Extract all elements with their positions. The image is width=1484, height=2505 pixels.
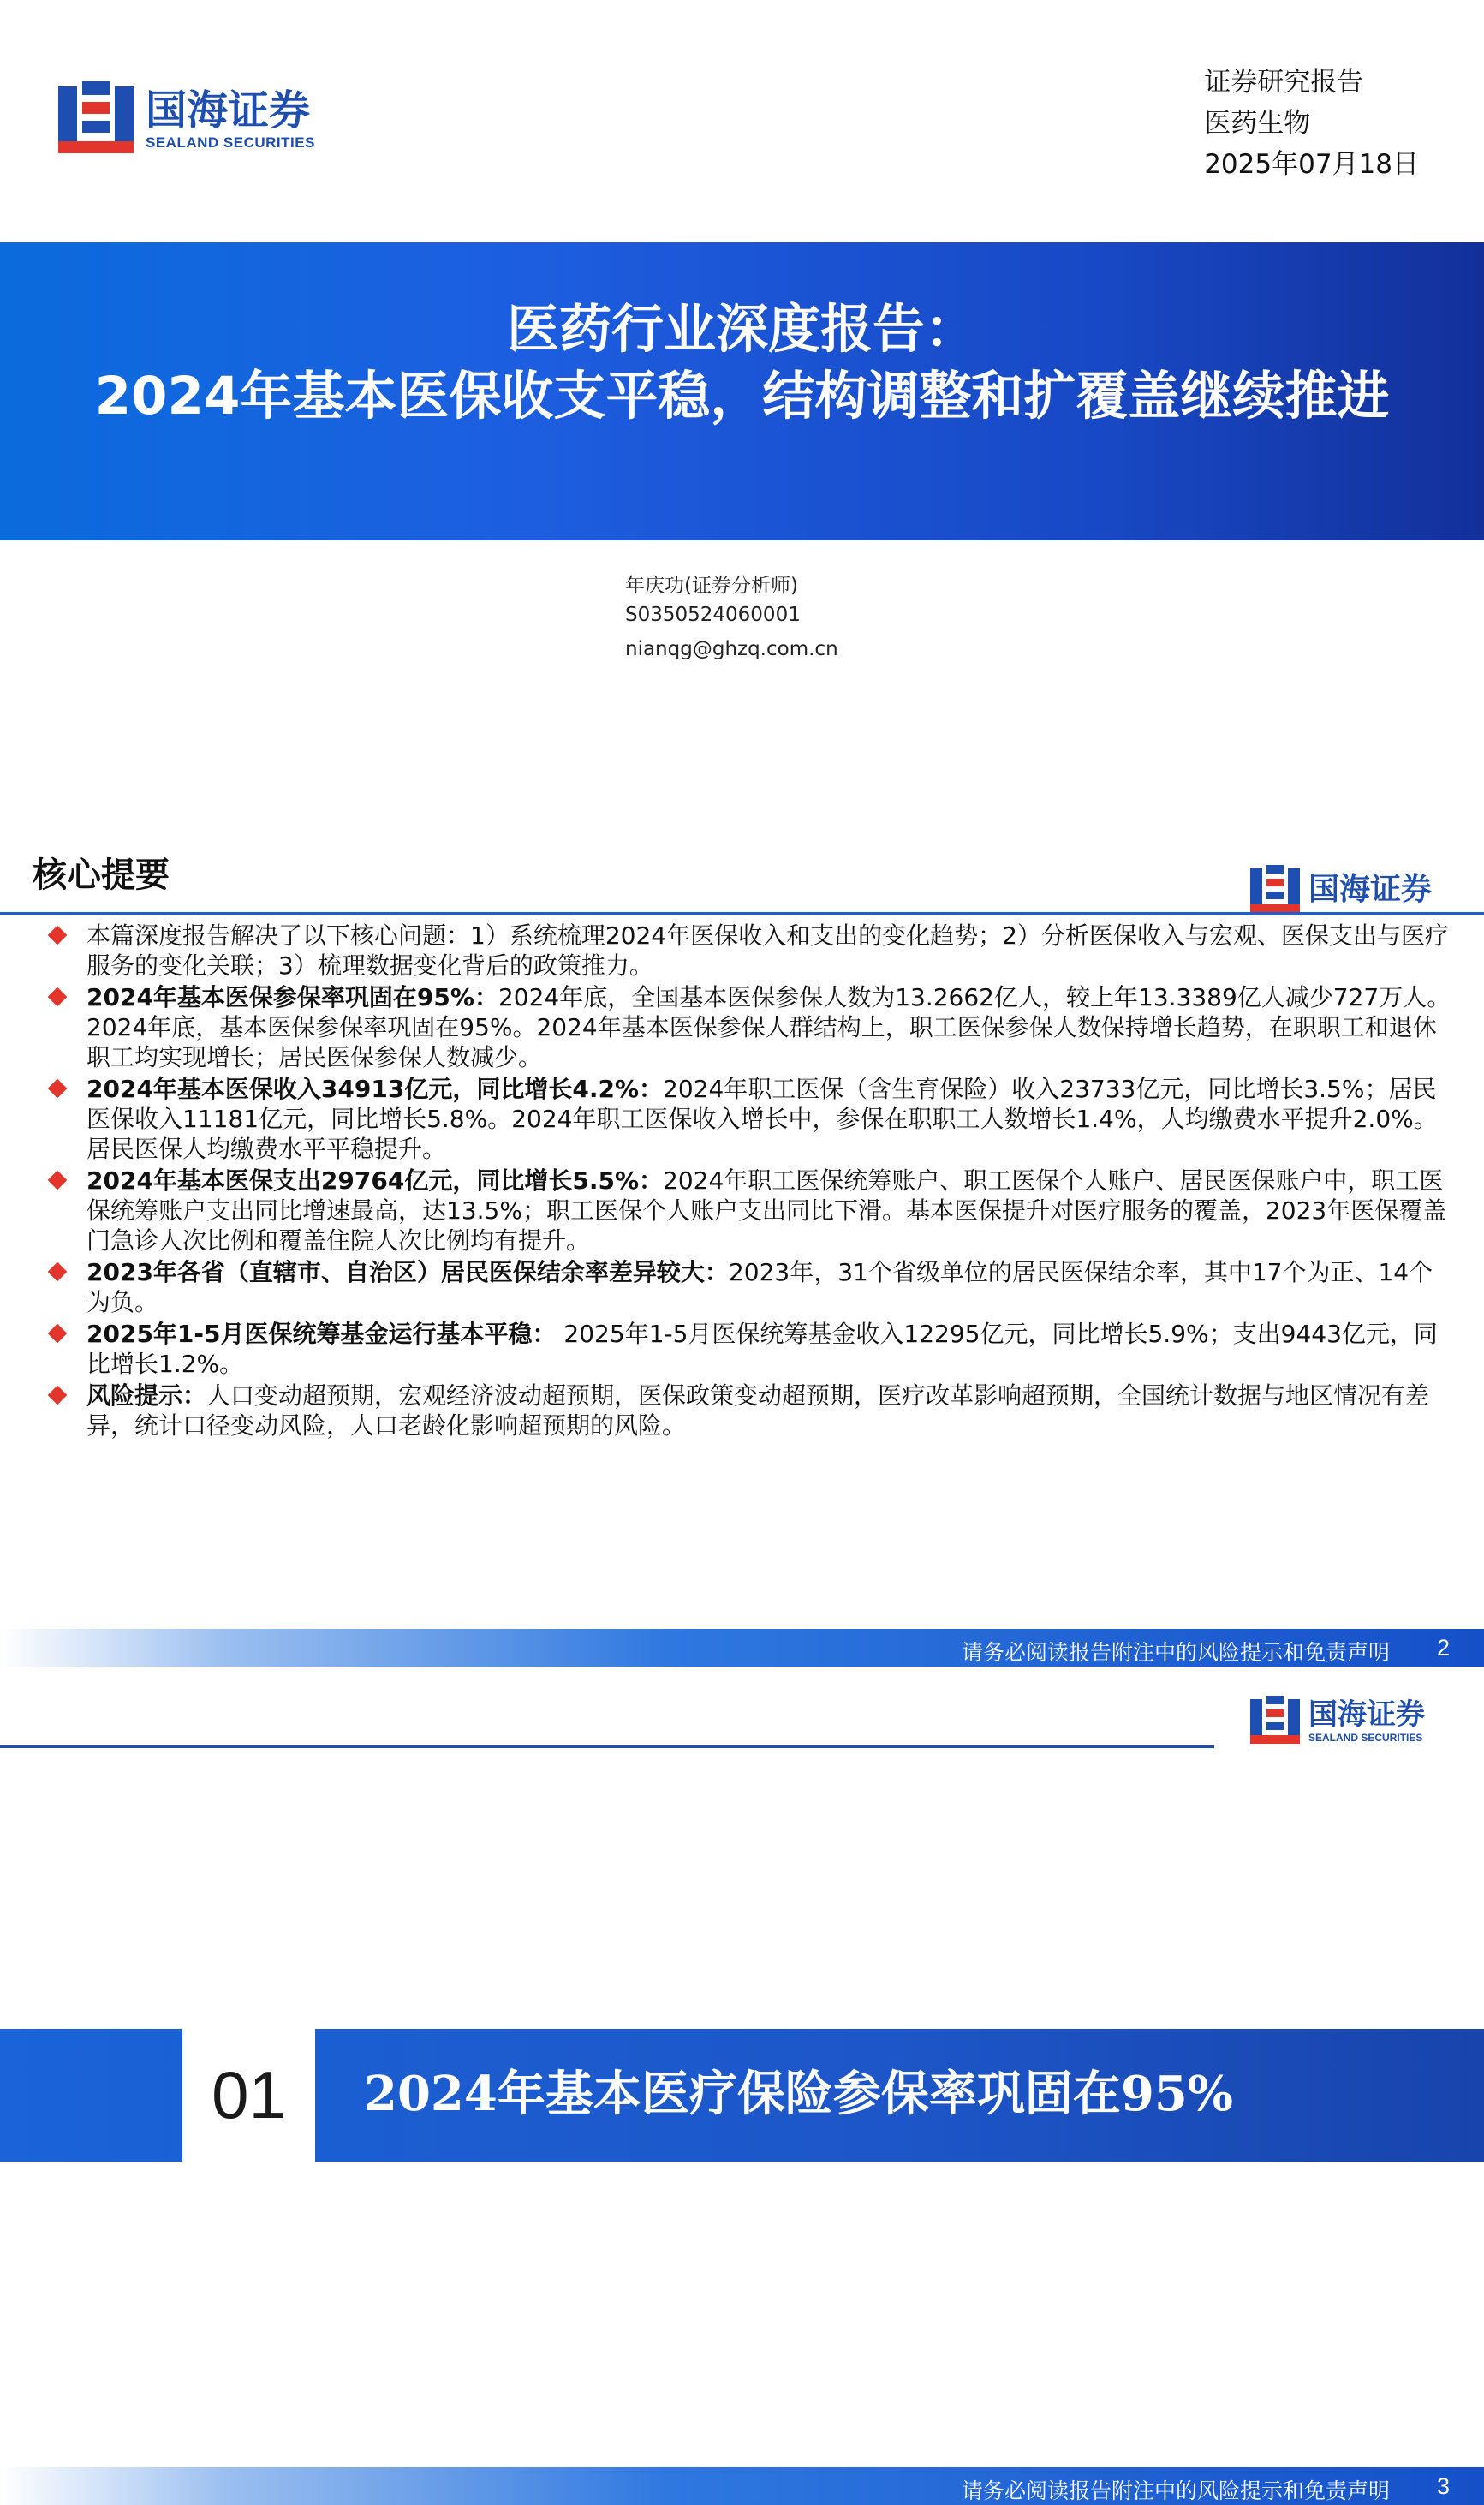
author-email[interactable]: nianqg@ghzq.com.cn (625, 638, 838, 660)
brand-name-en-page3: SEALAND SECURITIES (1308, 1732, 1423, 1744)
report-title-line2: 2024年基本医保收支平稳，结构调整和扩覆盖继续推进 (94, 366, 1390, 426)
summary-bullet: 风险提示：人口变动超预期，宏观经济波动超预期，医保政策变动超预期，医疗改革影响超预期，全国统计数据与地区情况有差异，统计口径变动风险，人口老龄化影响超预期的风险。 (47, 1381, 1451, 1440)
brand-logo-icon (58, 81, 134, 157)
chapter-title: 2024年基本医疗保险参保率巩固在95% (364, 2066, 1233, 2122)
page-number: 2 (1436, 1635, 1450, 1661)
summary-bullet: 2024年基本医保参保率巩固在95%：2024年底，全国基本医保参保人数为13.2662亿人，较上年13.3389亿人减少727万人。2024年底，基本医保参保率巩固在95%。2024年基本医保参保人群结构上，职工医保参保人数保持增长趋势，在职职工和退休职工均实现增长；居民医保参保人数减少。 (47, 982, 1451, 1072)
footer-disclaimer: 请务必阅读报告附注中的风险提示和免责声明 (961, 2478, 1390, 2503)
brand-logo-page3-icon (1250, 1696, 1300, 1745)
author-name: 年庆功(证券分析师) (625, 575, 798, 597)
report-meta (1204, 62, 1419, 185)
brand-name-cn-small: 国海证券 (1308, 872, 1433, 907)
report-title-line1: 医药行业深度报告： (506, 299, 977, 360)
diamond-bullet-icon (48, 987, 68, 1007)
brand-name-en: SEALAND SECURITIES (146, 134, 315, 151)
diamond-bullet-icon (48, 1324, 68, 1344)
summary-bullet: 本篇深度报告解决了以下核心问题：1）系统梳理2024年医保收入和支出的变化趋势；2）分析医保收入与宏观、医保支出与医疗服务的变化关联；3）梳理数据变化背后的政策推力。 (47, 921, 1451, 981)
brand-logo-small (1250, 865, 1432, 915)
diamond-bullet-icon (48, 1171, 68, 1190)
chapter-number: 01 (212, 2057, 286, 2132)
brand-logo (58, 81, 315, 157)
summary-bullet: 2023年各省（直辖市、自治区）居民医保结余率差异较大：2023年，31个省级单位的居民医保结余率，其中17个为正、14个为负。 (47, 1257, 1451, 1317)
report-date: 2025年07月18日 (1204, 149, 1419, 180)
report-industry: 医药生物 (1204, 108, 1311, 139)
summary-bullet: 2024年基本医保支出29764亿元，同比增长5.5%：2024年职工医保统筹账户、职工医保个人账户、居民医保账户中，职工医保统筹账户支出同比增速最高，达13.5%；职工医保个人账户支出同比下滑。基本医保提升对医疗服务的覆盖，2023年医保覆盖门急诊人次比例和覆盖住院人次比例均有提升。 (47, 1166, 1451, 1255)
brand-name-cn: 国海证券 (146, 86, 311, 134)
footer-disclaimer: 请务必阅读报告附注中的风险提示和免责声明 (961, 1640, 1390, 1665)
author-license: S0350524060001 (625, 604, 801, 626)
diamond-bullet-icon (48, 926, 68, 945)
summary-divider (0, 912, 1484, 915)
brand-logo-page3 (1250, 1696, 1425, 1745)
brand-name-cn-page3: 国海证券 (1308, 1697, 1425, 1732)
page-number: 3 (1436, 2473, 1450, 2499)
summary-bullet: 2025年1-5月医保统筹基金运行基本平稳： 2025年1-5月医保统筹基金收入12295亿元，同比增长5.9%；支出9443亿元，同比增长1.2%。 (47, 1319, 1451, 1379)
brand-logo-small-icon (1250, 865, 1300, 915)
summary-heading: 核心提要 (33, 856, 170, 895)
diamond-bullet-icon (48, 1386, 68, 1405)
summary-bullets (47, 921, 1451, 1442)
report-type: 证券研究报告 (1204, 67, 1364, 98)
diamond-bullet-icon (48, 1079, 68, 1099)
diamond-bullet-icon (48, 1262, 68, 1282)
summary-bullet: 2024年基本医保收入34913亿元，同比增长4.2%：2024年职工医保（含生育保险）收入23733亿元，同比增长3.5%；居民医保收入11181亿元，同比增长5.8%。2024年职工医保收入增长中，参保在职职工人数增长1.4%，人均缴费水平提升2.0%。居民医保人均缴费水平平稳提升。 (47, 1074, 1451, 1164)
page-header-rule (0, 1745, 1214, 1748)
